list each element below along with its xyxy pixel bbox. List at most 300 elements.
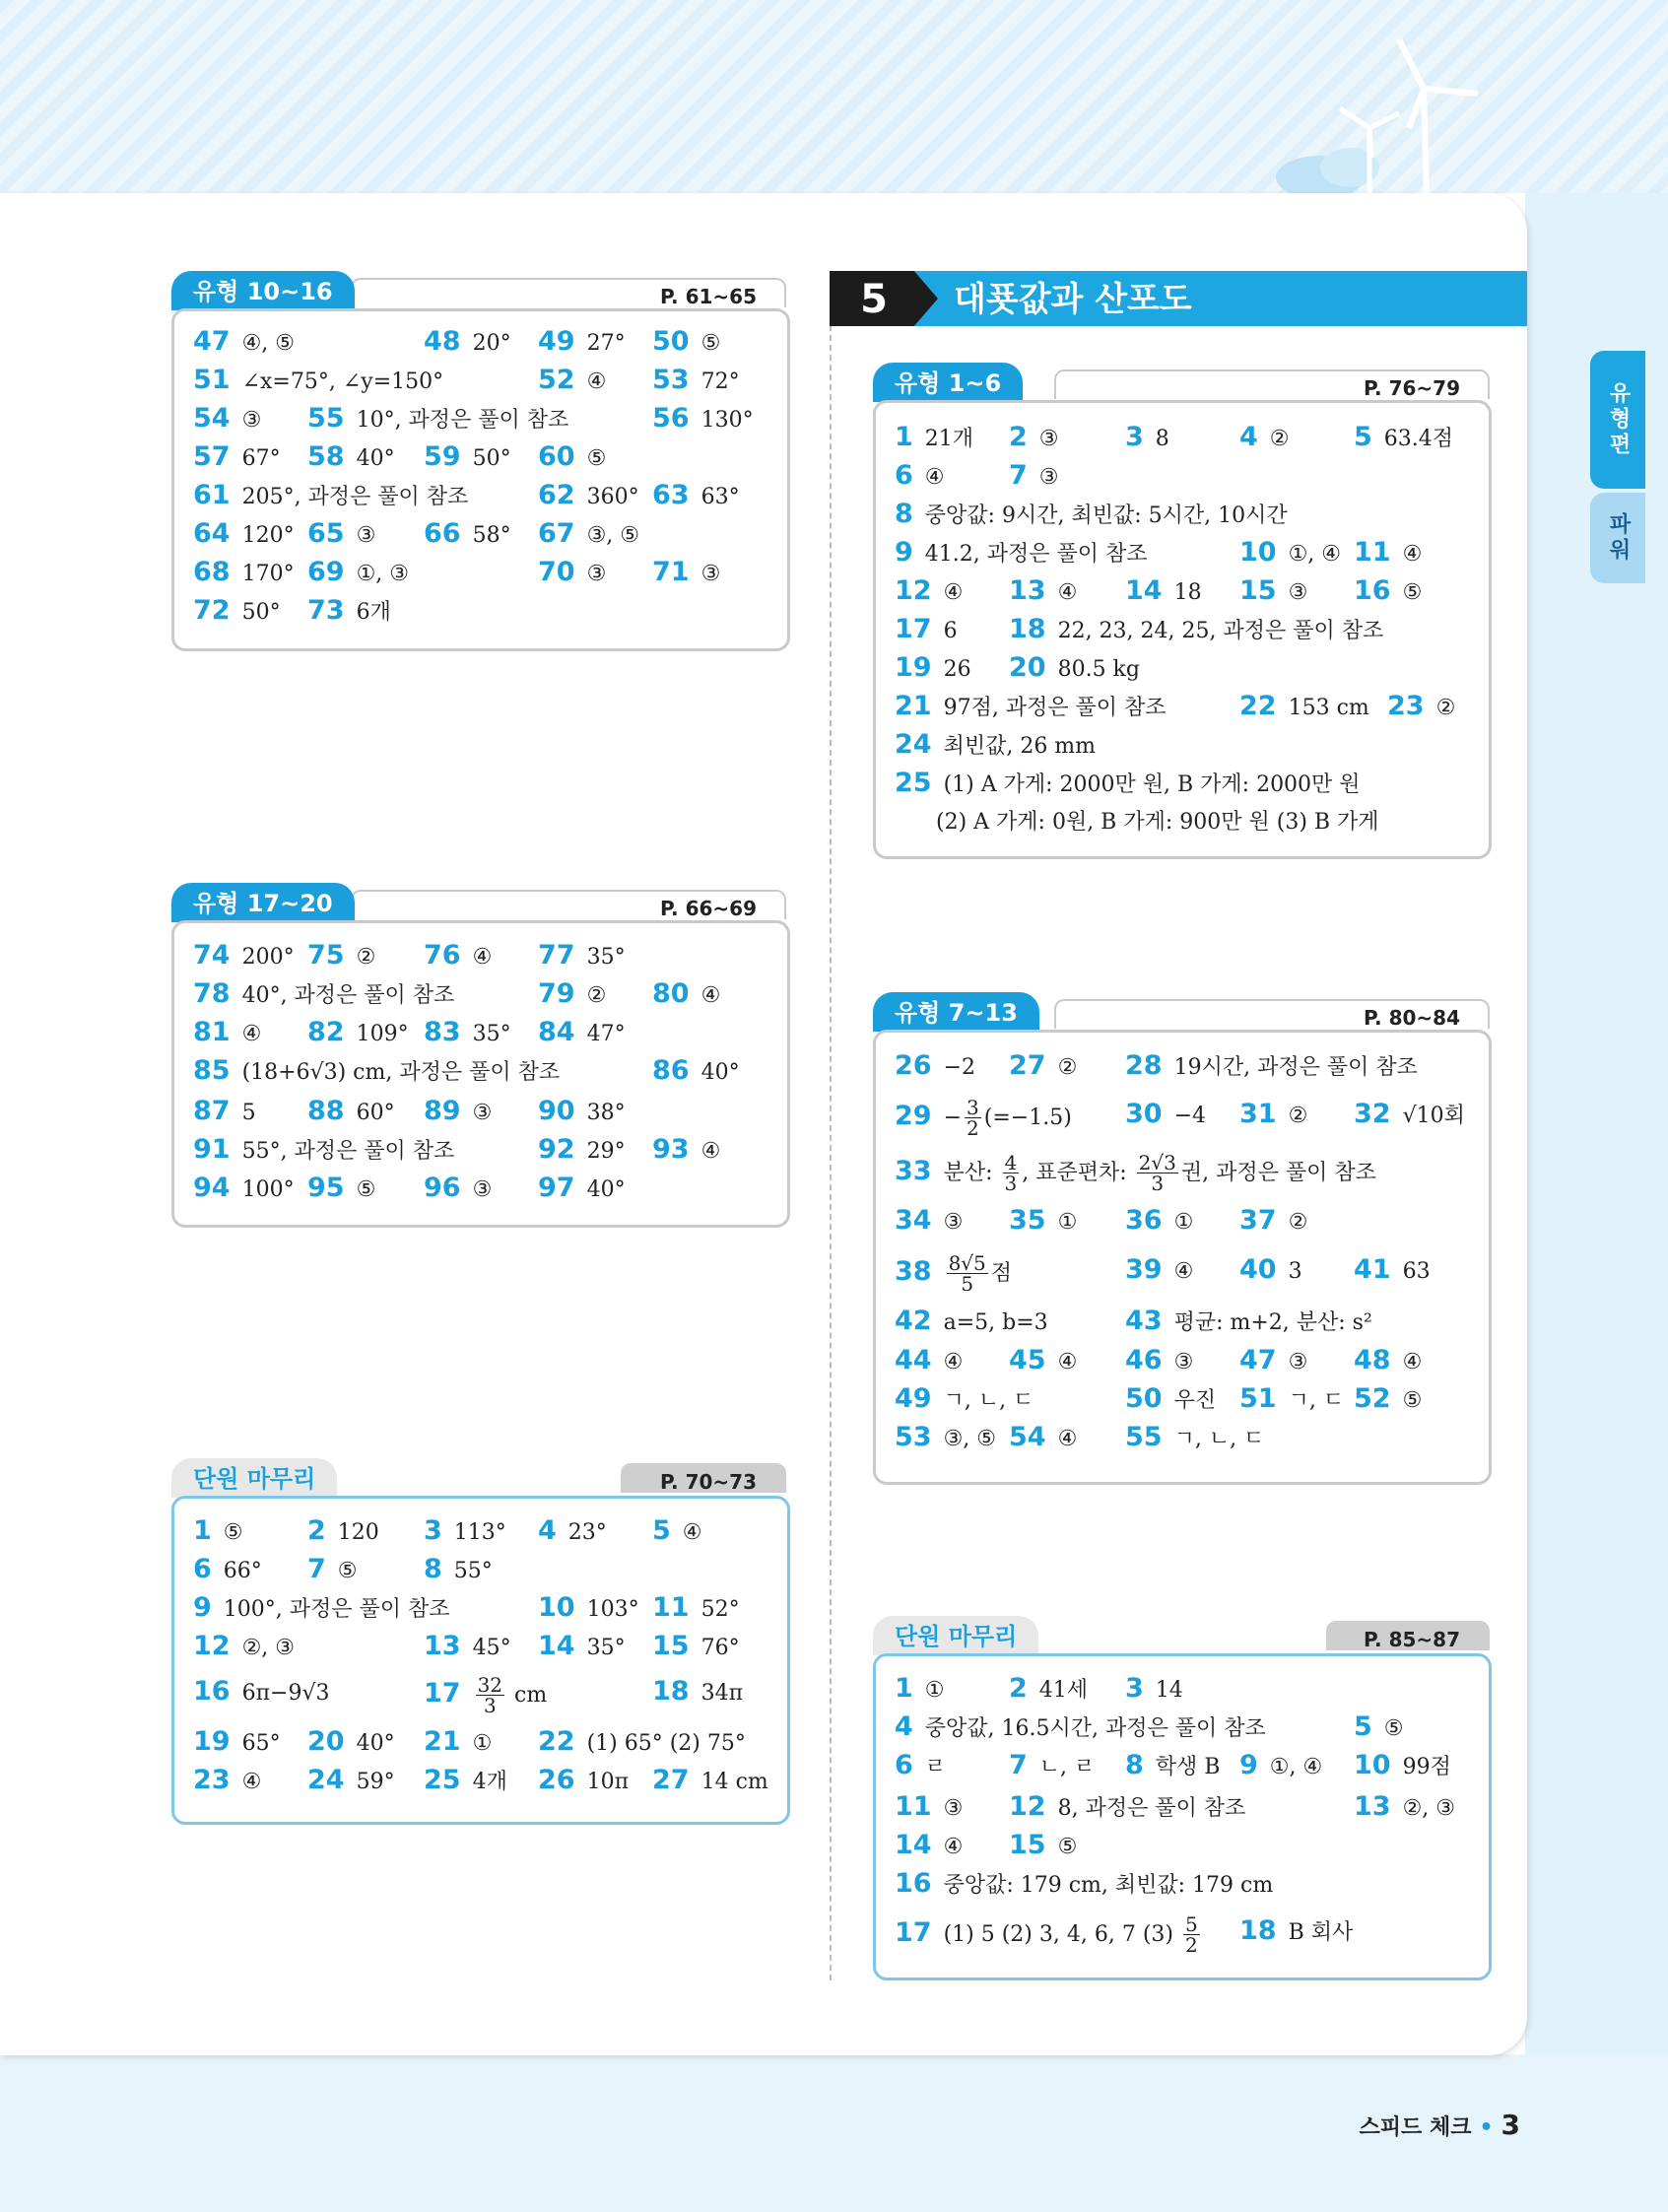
question-number: 10 [538,1592,575,1623]
question-number: 22 [538,1726,575,1757]
answer-item [193,479,468,514]
answer-text: ③ [1288,1350,1308,1374]
answer-text: ② [1288,1104,1308,1128]
answer-item [895,1749,946,1784]
answer-item [1009,1672,1088,1708]
question-number: 26 [538,1765,575,1795]
question-number: 7 [1009,1750,1028,1780]
answer-text: 중앙값: 9시간, 최빈값: 5시간, 10시간 [924,503,1288,528]
question-number: 50 [652,326,690,357]
question-number: 77 [538,940,575,971]
question-number: 60 [538,441,575,472]
answer-item [1009,613,1383,648]
answer-item [193,1630,295,1665]
answer-item [538,1016,626,1051]
answer-item [193,1095,256,1130]
question-number: 4 [1239,422,1258,452]
question-number: 17 [895,614,932,644]
question-number: 17 [895,1916,932,1948]
fraction: $\frac{8√5}{5}$ [948,1251,986,1296]
question-number: 8 [424,1554,442,1584]
question-number: 57 [193,441,231,472]
answer-item [193,1172,295,1207]
answer-text: ③ [586,562,607,586]
answer-text: ②, ③ [1402,1796,1456,1821]
answer-text: 113° [453,1520,506,1545]
question-number: 62 [538,480,575,510]
answer-text: 분산: $\frac{4}{3}$ , 표준편차: $\frac{2√3}{3}$ 권, 과정은 풀이 참조 [943,1151,1376,1195]
answer-item [1354,536,1422,571]
question-number: 11 [1354,537,1391,568]
answer-item [538,1172,626,1207]
answer-item [895,1204,963,1240]
answer-text: ㄱ, ㄷ [1288,1388,1345,1413]
answer-text: 3 [1288,1259,1302,1284]
answer-text: 34π [701,1681,744,1706]
question-number: 2 [307,1515,326,1546]
question-number: 33 [895,1155,932,1186]
answer-text: 63.4점 [1383,427,1454,451]
answer-item [193,1725,281,1761]
question-number: 5 [652,1515,671,1546]
question-number: 20 [307,1726,345,1757]
question-number: 53 [895,1422,932,1452]
answer-text: 중앙값: 179 cm, 최빈값: 179 cm [943,1873,1274,1898]
answer-text: ③ [1288,580,1308,605]
answer-text: 40° [701,1060,740,1085]
question-number: 3 [1125,422,1144,452]
question-number: 53 [652,365,690,395]
answer-text: 27° [586,331,626,356]
answer-item [1354,421,1453,456]
answer-item [1009,1344,1077,1379]
question-number: 21 [895,691,932,721]
answer-text: 40° [356,446,395,471]
answer-item [895,574,963,610]
answer-item [1125,1253,1193,1289]
answer-text: ③ [241,408,262,433]
answer-item [538,939,626,974]
answer-item [193,1054,560,1090]
side-tab-secondary[interactable]: 파워 [1590,493,1645,583]
answer-text: ④ [701,1139,721,1164]
question-number: 59 [424,441,461,472]
answer-text: 72° [701,369,740,394]
answer-text: ⑤ [337,1559,358,1583]
answer-text: 평균: m+2, 분산: s² [1173,1310,1372,1335]
answer-item [424,1553,493,1588]
answer-text: 40° [586,1177,626,1202]
answer-item [936,805,1379,839]
answer-text: 63° [701,485,740,509]
answer-text: 8 [1155,427,1169,451]
answer-item [895,1305,1048,1340]
answer-text: −4 [1173,1104,1207,1128]
answer-text: B 회사 [1288,1920,1354,1945]
question-number: 32 [1354,1099,1391,1129]
answer-item [652,556,720,591]
answer-text: 6 [943,619,958,643]
answer-item [1125,1204,1193,1240]
answer-item [895,1710,1266,1746]
answer-text: 5 [241,1101,256,1125]
answer-item [1354,1749,1451,1784]
question-number: 50 [1125,1383,1163,1414]
question-number: 45 [1009,1345,1046,1375]
question-number: 86 [652,1055,690,1086]
answer-text: 중앙값, 16.5시간, 과정은 풀이 참조 [924,1716,1266,1741]
answer-text: ④ [924,465,945,490]
answer-text: ② [1269,427,1290,451]
bullet-icon: • [1479,2115,1494,2140]
answer-text: ⑤ [223,1520,243,1545]
answer-text: 58° [472,523,511,548]
answer-text: 21개 [924,427,974,451]
answer-text: ④ [1402,542,1423,567]
answer-text: 4개 [472,1770,507,1794]
answer-item [538,517,639,553]
question-number: 40 [1239,1254,1277,1285]
answer-text: 109° [356,1022,409,1046]
answer-text: 10°, 과정은 풀이 참조 [356,408,569,433]
answer-text: 26 [943,657,971,682]
answer-item [1125,1749,1220,1784]
question-number: 89 [424,1096,461,1126]
question-number: 11 [895,1791,932,1822]
answer-text: 41세 [1038,1678,1089,1703]
answer-item [652,402,754,437]
answer-text: ④ [1057,580,1078,605]
question-number: 52 [1354,1383,1391,1414]
question-number: 76 [424,940,461,971]
answer-text: ② [1288,1210,1308,1235]
question-number: 95 [307,1173,345,1203]
answer-item [1239,1344,1307,1379]
question-number: 43 [1125,1306,1163,1336]
answer-text: 41.2, 과정은 풀이 참조 [924,542,1148,567]
answer-item [307,402,568,437]
side-tab-primary[interactable]: 유형편 [1590,351,1645,489]
question-number: 8 [1125,1750,1144,1780]
answer-text: 38° [586,1101,626,1125]
question-number: 71 [652,557,690,587]
answer-text: ④ [241,1770,262,1794]
answer-text: ④, ⑤ [241,331,296,356]
question-number: 27 [1009,1050,1046,1081]
answer-item [652,977,720,1013]
answer-item [193,556,295,591]
answer-text: 10π [586,1770,630,1794]
answer-item [307,1514,379,1550]
answer-text: 120 [337,1520,379,1545]
fraction: $\frac{32}{3}$ [477,1673,503,1717]
question-number: 24 [895,729,932,760]
answer-item [538,1514,607,1550]
answer-item [652,1054,740,1090]
tab-unit-review-right: 단원 마무리 [873,1616,1038,1655]
answer-item [895,1153,1376,1193]
answer-text: ④ [472,945,493,970]
fraction: $\frac{5}{2}$ [1184,1912,1198,1957]
answer-item [424,1764,507,1799]
answer-text: √10회 [1402,1104,1465,1128]
answer-text: 55° [453,1559,493,1583]
answer-item [1125,1098,1206,1133]
answer-text: − $\frac{3}{2}$ (=−1.5) [943,1096,1072,1140]
answer-item [1354,1253,1431,1289]
answer-text: ④ [943,580,964,605]
question-number: 8 [895,499,913,529]
answer-item [193,440,281,476]
question-number: 41 [1354,1254,1391,1285]
question-number: 84 [538,1017,575,1047]
answer-item [895,690,1167,725]
question-number: 9 [895,537,913,568]
question-number: 14 [1125,575,1163,606]
question-number: 16 [1354,575,1391,606]
question-number: 55 [307,403,345,434]
question-number: 47 [1239,1345,1277,1375]
column-divider [830,325,832,1980]
answer-item [652,1630,740,1665]
question-number: 67 [538,518,575,549]
question-number: 18 [1239,1915,1277,1946]
answer-item [1239,536,1341,571]
question-number: 56 [652,403,690,434]
answer-item [1354,1382,1422,1418]
answer-item [307,440,395,476]
question-number: 4 [895,1711,913,1742]
question-number: 64 [193,518,231,549]
answer-item [895,1344,963,1379]
question-number: 48 [1354,1345,1391,1375]
question-number: 24 [307,1765,345,1795]
question-number: 16 [895,1868,932,1899]
question-number: 12 [193,1631,231,1661]
answer-item [424,440,511,476]
question-number: 17 [424,1677,461,1709]
answer-item [307,1725,395,1761]
question-number: 61 [193,480,231,510]
answer-text: $\frac{32}{3}$ cm [477,1673,548,1717]
answer-item [895,498,1288,533]
answer-text: 66° [223,1559,262,1583]
question-number: 49 [895,1383,932,1414]
answer-text: ④ [701,983,721,1008]
answer-item [1009,1204,1077,1240]
answer-item [424,1172,492,1207]
question-number: 46 [1125,1345,1163,1375]
answer-text: 67° [241,446,281,471]
answer-item [307,594,391,630]
answer-text: ② [1057,1055,1078,1080]
answer-text: ④ [241,1022,262,1046]
answer-item [652,1591,740,1627]
answer-item [307,1095,395,1130]
answer-text: 6π−9√3 [241,1681,330,1706]
pages-bar-r2: P. 80~84 [1054,999,1490,1029]
answer-item [1125,1049,1418,1085]
answer-item [538,325,626,361]
answer-text: ③ [472,1177,493,1202]
answer-text: 35° [586,1636,626,1660]
answer-item [193,594,281,630]
answer-item [652,1764,768,1799]
answer-text: ③ [356,523,376,548]
question-number: 14 [895,1830,932,1860]
answer-item [1354,1790,1455,1826]
answer-text: ①, ④ [1269,1755,1323,1779]
answer-item [1009,574,1077,610]
answer-item [424,1095,492,1130]
question-number: 66 [424,518,461,549]
question-number: 96 [424,1173,461,1203]
question-number: 27 [652,1765,690,1795]
question-number: 54 [1009,1422,1046,1452]
question-number: 19 [895,652,932,683]
answer-item [307,1172,375,1207]
pages-bar-l3: P. 70~73 [621,1463,786,1493]
answer-text: $\frac{8√5}{5}$ 점 [948,1251,1013,1296]
question-number: 97 [538,1173,575,1203]
answer-text: ④ [1402,1350,1423,1374]
answer-text: 100° [241,1177,295,1202]
question-number: 22 [1239,691,1277,721]
answer-item [307,1016,409,1051]
answer-text: 8, 과정은 풀이 참조 [1057,1796,1246,1821]
answer-item [193,364,443,399]
answer-item [1009,1421,1077,1456]
question-number: 25 [895,768,932,798]
answer-item [652,364,740,399]
question-number: 58 [307,441,345,472]
answer-item [1239,574,1307,610]
answer-text: ⑤ [1057,1835,1078,1859]
answer-text: ①, ④ [1288,542,1342,567]
answer-text: 22, 23, 24, 25, 과정은 풀이 참조 [1057,619,1384,643]
answer-item [1125,1305,1372,1340]
answer-item [652,1133,720,1169]
answer-item [424,325,511,361]
answer-item [1239,1749,1322,1784]
answer-item [1125,1382,1216,1418]
answer-text: 170° [241,562,295,586]
answer-text: ④ [943,1835,964,1859]
footer-label: 스피드 체크 [1359,2115,1472,2140]
question-number: 34 [895,1205,932,1236]
question-number: 15 [1009,1830,1046,1860]
answer-text: 40° [356,1731,395,1756]
answer-text: ① [924,1678,945,1703]
answer-text: ③ [943,1210,964,1235]
question-number: 70 [538,557,575,587]
question-number: 44 [895,1345,932,1375]
question-number: 78 [193,978,231,1009]
answer-text: ⑤ [1402,1388,1423,1413]
page-footer [1360,2109,1520,2141]
question-number: 90 [538,1096,575,1126]
answer-item [193,977,454,1013]
answer-text: 50° [241,600,281,625]
question-number: 28 [1125,1050,1163,1081]
tab-unit-review-left: 단원 마무리 [171,1458,337,1498]
answer-item [193,402,261,437]
answer-item [538,440,606,476]
answer-text: ①, ③ [356,562,410,586]
answer-item [538,1095,626,1130]
answer-item [1239,1914,1353,1950]
answer-text: 100°, 과정은 풀이 참조 [223,1597,450,1622]
answer-text: ③ [472,1101,493,1125]
answer-text: 35° [472,1022,511,1046]
answer-text: 29° [586,1139,626,1164]
answer-item [193,1514,243,1550]
answer-item [1387,690,1455,725]
answer-item [652,325,720,361]
answer-text: ∠x=75°, ∠y=150° [241,369,444,394]
answer-text: 76° [701,1636,740,1660]
answer-text: 63 [1402,1259,1431,1284]
question-number: 12 [895,575,932,606]
question-number: 16 [193,1676,231,1707]
question-number: 74 [193,940,231,971]
question-number: 13 [424,1631,461,1661]
question-number: 30 [1125,1099,1163,1129]
answer-text: 40°, 과정은 풀이 참조 [241,983,455,1008]
answer-item [895,1829,963,1864]
answer-item [538,364,606,399]
answer-item [193,325,295,361]
answer-item [193,1591,450,1627]
fraction: $\frac{4}{3}$ [1004,1151,1018,1195]
question-number: 18 [652,1676,690,1707]
answer-text: ⑤ [1402,580,1423,605]
answer-text: 47° [586,1022,626,1046]
question-number: 15 [652,1631,690,1661]
question-number: 18 [1009,614,1046,644]
answer-item [424,1514,506,1550]
tab-type-10-16: 유형 10~16 [171,271,355,310]
answer-item [538,1764,629,1799]
question-number: 21 [424,1726,461,1757]
answer-text: 23° [567,1520,607,1545]
answer-item [1239,690,1369,725]
answer-text: ④ [586,369,607,394]
pages-bar-r3: P. 85~87 [1326,1621,1490,1650]
question-number: 35 [1009,1205,1046,1236]
answer-text: ㄹ [924,1755,947,1779]
question-number: 85 [193,1055,231,1086]
question-number: 23 [1387,691,1425,721]
section-number: 5 [860,277,888,322]
question-number: 51 [1239,1383,1277,1414]
answer-item [307,1764,395,1799]
answer-text: ㄱ, ㄴ, ㄷ [943,1388,1034,1413]
pages-bar-r1: P. 76~79 [1054,369,1490,399]
answer-item [193,517,295,553]
answer-item [1009,1829,1077,1864]
answer-text: ③, ⑤ [586,523,640,548]
tab-type-7-13: 유형 7~13 [873,992,1039,1032]
question-number: 5 [1354,1711,1372,1742]
answer-text: 최빈값, 26 mm [943,734,1097,759]
question-number: 10 [1239,537,1277,568]
answer-item [1354,1710,1404,1746]
answer-item [1125,421,1169,456]
question-number: 31 [1239,1099,1277,1129]
answer-item [193,1764,261,1799]
answer-item [895,421,973,456]
